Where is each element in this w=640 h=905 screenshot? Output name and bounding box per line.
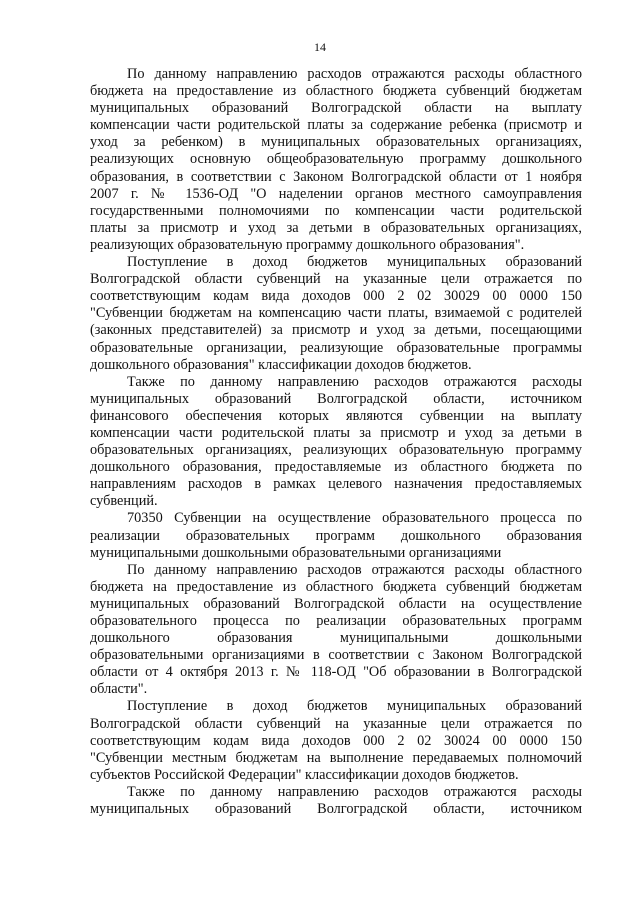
text-line: муниципальных образований Волгоградской области на осуществление	[90, 595, 582, 612]
text-line: компенсации части родительской платы за содержание ребенка (присмотр и	[90, 117, 582, 134]
text-line: "Субвенции бюджетам на компенсацию части платы, взимаемой с родителей	[90, 305, 582, 322]
text-line: реализующих образовательную программу дошкольного образования".	[90, 236, 525, 253]
text-line: муниципальных образований Волгоградской области на выплату	[90, 100, 582, 117]
text-line: направлениям расходов в рамках целевого назначения предоставляемых	[90, 476, 582, 493]
text-line: муниципальных образований Волгоградской области, источником	[90, 390, 582, 407]
paragraph	[90, 698, 582, 783]
paragraph	[90, 66, 582, 254]
paragraph	[90, 510, 582, 561]
text-line: образования, в соответствии с Законом Волгоградской области от 1 ноября	[90, 168, 582, 185]
text-line: платы за присмотр и уход за детьми в образовательных организациях,	[90, 219, 582, 236]
text-line: 2007 г. № 1536-ОД "О наделении органов местного самоуправления	[90, 185, 582, 202]
text-line: Поступление в доход бюджетов муниципальных образований	[127, 698, 582, 715]
text-line: уход за ребенком) в муниципальных образовательных организациях,	[90, 134, 582, 151]
page-number: 14	[314, 40, 326, 54]
text-line: 70350 Субвенции на осуществление образовательного процесса по	[127, 510, 582, 527]
text-line: бюджета на предоставление из областного бюджета субвенций бюджетам	[90, 83, 582, 100]
text-line: соответствующим кодам вида доходов 000 2 02 30029 00 0000 150	[90, 288, 582, 305]
text-line: Также по данному направлению расходов отражаются расходы	[127, 373, 582, 390]
text-line: (законных представителей) за присмотр и уход за детьми, посещающими	[90, 322, 582, 339]
text-line: государственными полномочиями по компенсации части родительской	[90, 202, 582, 219]
text-line: образовательного процесса по реализации образовательных программ	[90, 613, 582, 629]
text-line: муниципальными дошкольными образовательными организациями	[90, 544, 502, 561]
text-line: образовательные организации, реализующие образовательные программы	[90, 339, 582, 356]
text-line: реализации образовательных программ дошкольного образования	[90, 527, 582, 544]
text-line: дошкольного образования, предоставляемые из областного бюджета по	[90, 459, 582, 476]
text-line: области от 4 октября 2013 г. № 118-ОД "Об образовании в Волгоградской	[90, 664, 582, 681]
text-line: субъектов Российской Федерации" классификации доходов бюджетов.	[90, 766, 519, 783]
text-line: По данному направлению расходов отражаются расходы областного	[127, 66, 582, 82]
text-line: муниципальных образований Волгоградской области, источником	[90, 801, 582, 818]
text-line: компенсации части родительской платы за присмотр и уход за детьми в	[90, 424, 582, 441]
text-line: Волгоградской области субвенций на указанные цели отражается по	[90, 715, 582, 732]
text-line: образовательных организациях, реализующих образовательную программу	[90, 442, 582, 459]
paragraph	[90, 784, 582, 818]
text-line: "Субвенции местным бюджетам на выполнение передаваемых полномочий	[90, 749, 582, 766]
text-line: реализующих основную общеобразовательную программу дошкольного	[90, 151, 582, 168]
paragraph	[90, 254, 582, 374]
text-line: Также по данному направлению расходов отражаются расходы	[127, 783, 582, 800]
text-line: соответствующим кодам вида доходов 000 2 02 30024 00 0000 150	[90, 732, 582, 749]
text-line: образовательными организациями в соответствии с Законом Волгоградской	[90, 647, 582, 664]
text-line: финансового обеспечения которых являются субвенции на выплату	[90, 407, 582, 424]
text-line: Волгоградской области субвенций на указанные цели отражается по	[90, 271, 582, 288]
text-line: бюджета на предоставление из областного бюджета субвенций бюджетам	[90, 578, 582, 595]
text-line: По данному направлению расходов отражаются расходы областного	[127, 561, 582, 578]
text-line: Поступление в доход бюджетов муниципальных образований	[127, 254, 582, 271]
text-line: субвенций.	[90, 493, 158, 510]
text-line: дошкольного образования муниципальными дошкольными	[90, 630, 582, 647]
paragraph	[90, 562, 582, 699]
document-body	[90, 66, 582, 818]
paragraph	[90, 374, 582, 511]
text-line: области".	[90, 681, 148, 698]
text-line: дошкольного образования" классификации доходов бюджетов.	[90, 356, 472, 373]
